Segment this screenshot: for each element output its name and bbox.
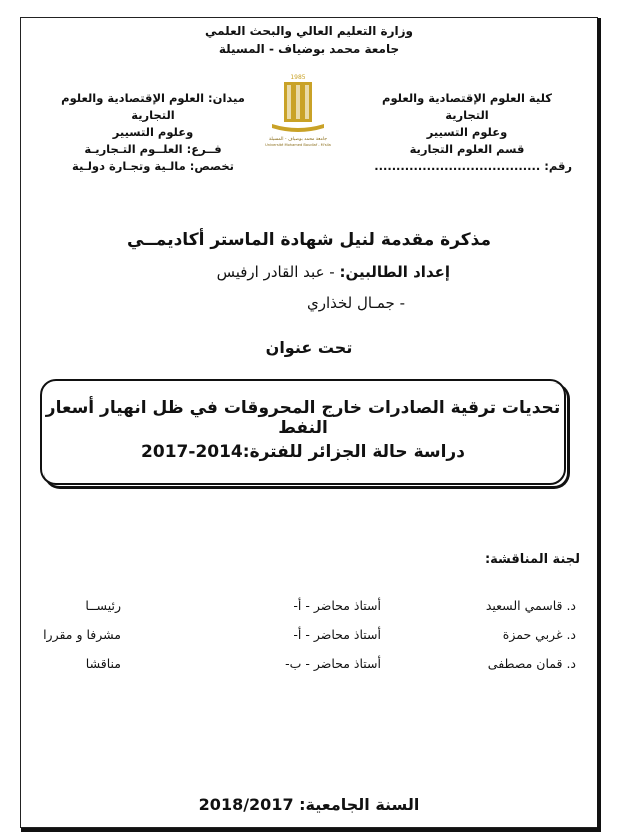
member-role: مشرفا و مقررا <box>43 627 121 642</box>
committee-member-row <box>30 656 576 676</box>
faculty-block <box>362 90 572 175</box>
prepared-by <box>217 263 450 281</box>
reference-number: رقم: ...................................... <box>374 159 572 173</box>
degree-title: مذكرة مقدمة لنيل شهادة الماستر أكاديمــي <box>126 230 491 250</box>
department-name: قسم العلوم التجارية <box>409 142 525 156</box>
ministry-heading: وزارة التعليم العالي والبحث العلمي <box>204 24 414 38</box>
committee-label: لجنة المناقشة: <box>484 552 580 567</box>
border-shadow-right <box>597 18 601 829</box>
member-rank: أستاذ محاضر - أ- <box>293 627 381 642</box>
border-shadow-bottom <box>21 828 601 832</box>
member-role: رئيســا <box>85 598 121 613</box>
case-study-subtitle: دراسة حالة الجزائر للفترة:2014-2017 <box>141 442 465 462</box>
university-heading: جامعة محمد بوضياف - المسيلة <box>218 42 400 56</box>
committee-member-row <box>30 598 576 618</box>
member-name: د. غربي حمزة <box>502 627 576 642</box>
committee-member-row <box>30 627 576 647</box>
thesis-main-title: تحديات ترقية الصادرات خارج المحروقات في ظل انهيار أسعار النفط <box>45 398 561 438</box>
student-2: - جمـال لخذاري <box>306 294 405 312</box>
logo-year: 1985 <box>290 74 306 81</box>
faculty-name-line1: كلية العلوم الإقتصادية والعلوم التجارية <box>382 91 552 122</box>
field-block <box>48 90 258 175</box>
academic-year: السنة الجامعية: 2018/2017 <box>198 795 420 814</box>
branch-name: فــرع: العلــوم التـجاريـة <box>84 142 222 156</box>
member-name: د. قاسمي السعيد <box>485 598 576 613</box>
faculty-name-line2: وعلوم التسيير <box>426 125 508 139</box>
under-title-label: تحت عنوان <box>265 338 353 357</box>
specialty-name: تخصص: مالـية وتجـارة دولـية <box>72 159 234 173</box>
member-role: مناقشا <box>85 656 121 671</box>
prepared-by-label: إعداد الطالبين: <box>339 263 450 281</box>
member-rank: أستاذ محاضر - أ- <box>293 598 381 613</box>
university-logo <box>258 70 338 148</box>
member-name: د. قمان مصطفى <box>487 656 576 671</box>
student-1: - عبد القادر ارفيس <box>216 263 335 281</box>
field-line1: ميدان: العلوم الإقتصادية والعلوم التجارية <box>61 91 245 122</box>
field-line2: وعلوم التسيير <box>112 125 194 139</box>
logo-book <box>272 124 324 132</box>
logo-caption-fr: Université Mohamed Boudiaf - M'sila <box>265 143 331 147</box>
member-rank: أستاذ محاضر - ب- <box>285 656 381 671</box>
logo-caption-ar: جامعة محمد بوضياف - المسيلة <box>268 137 328 142</box>
